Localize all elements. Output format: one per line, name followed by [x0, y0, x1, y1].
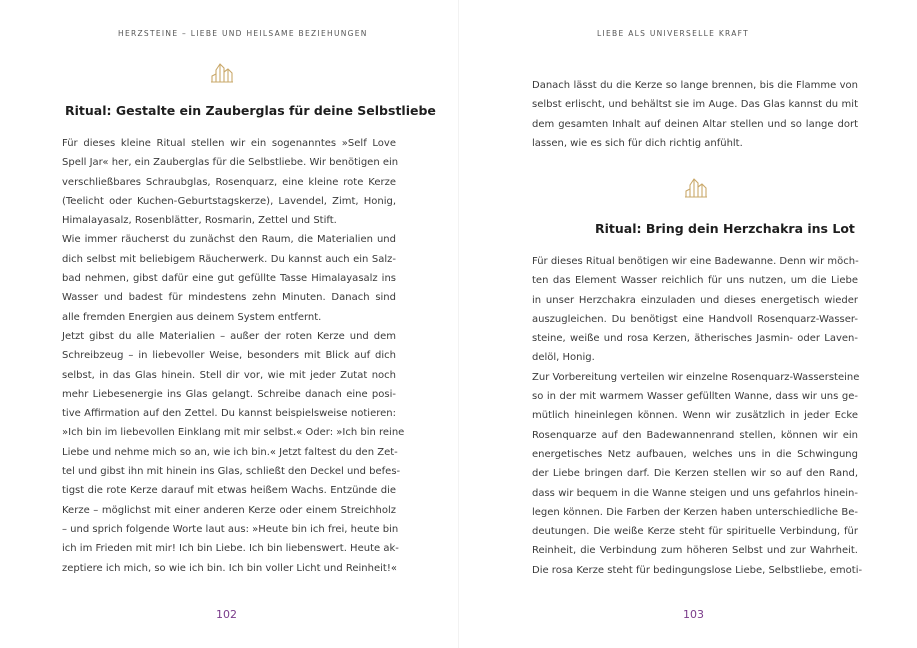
left-page	[0, 0, 458, 648]
ritual-heading-left: Ritual: Gestalte ein Zauberglas für deine Selbstliebe	[65, 103, 436, 118]
page-number-right: 103	[683, 608, 704, 621]
text-line: lassen, wie es sich für dich richtig anfühlt.	[532, 137, 743, 149]
text-line: Reinheit, die Verbindung zum höheren Selbst und zur Wahrheit.	[532, 545, 858, 557]
right-body-text	[532, 252, 863, 580]
text-line: ich im Frieden mit mir! Ich bin Liebe. Ich bin liebenswert. Heute ak-	[62, 543, 399, 555]
text-line: energetisches Netz aufbauen, welches uns in die Schwingung	[532, 448, 858, 460]
text-line: bad nehmen, gibst dafür eine gut gefüllte Tasse Himalayasalz ins	[62, 273, 396, 285]
crystal-icon	[207, 60, 237, 90]
text-line: Schreibzeug – in liebevoller Weise, besonders mit Blick auf dich	[62, 350, 396, 362]
left-body-text	[62, 134, 405, 578]
text-line: tigst die rote Kerze darauf mit etwas heißem Wachs. Entzünde die	[62, 485, 396, 497]
running-head-right: LIEBE ALS UNIVERSELLE KRAFT	[597, 29, 750, 38]
right-intro-text	[532, 76, 858, 153]
text-line: »Ich bin im liebevollen Einklang mit mir selbst.« Oder: »Ich bin reine	[62, 427, 405, 439]
text-line: selbst erlischt, und behältst sie im Auge. Das Glas kannst du mit	[532, 99, 858, 111]
text-line: mütlich hineinlegen können. Wenn wir zusätzlich in jeder Ecke	[532, 410, 858, 422]
text-line: so in der mit warmem Wasser gefüllten Wanne, dass wir uns ge-	[532, 391, 858, 403]
text-line: tive Affirmation auf den Zettel. Du kannst beispielsweise notieren:	[62, 408, 396, 420]
text-line: Die rosa Kerze steht für bedingungslose Liebe, Selbstliebe, emoti-	[532, 564, 863, 576]
text-line: Danach lässt du die Kerze so lange brennen, bis die Flamme von	[532, 80, 858, 91]
text-line: ten das Element Wasser reichlich für uns nutzen, um die Liebe	[532, 275, 858, 287]
text-line: (Teelicht oder Kuchen-Geburtstagskerze), Lavendel, Zimt, Honig,	[62, 195, 396, 207]
text-line: Für dieses kleine Ritual stellen wir ein sogenanntes »Self Love	[62, 138, 396, 149]
text-line: Für dieses Ritual benötigen wir eine Badewanne. Denn wir möch-	[532, 256, 859, 267]
text-line: dem gesamten Inhalt auf deinen Altar stellen und so lange dort	[532, 118, 858, 130]
text-line: Zur Vorbereitung verteilen wir einzelne Rosenquarz-Wassersteine	[532, 371, 860, 383]
text-line: selbst, in das Glas hinein. Stell dir vor, wie mit jeder Zutat noch	[62, 369, 396, 381]
ritual-heading-right: Ritual: Bring dein Herzchakra ins Lot	[595, 221, 855, 236]
text-line: verschließbares Schraubglas, Rosenquarz, eine kleine rote Kerze	[62, 176, 396, 188]
text-line: tel und gibst ihn mit hinein ins Glas, schließt den Deckel und befes-	[62, 466, 401, 478]
text-line: in unser Herzchakra einzuladen und dieses energetisch wieder	[532, 294, 858, 306]
text-line: mehr Liebesenergie ins Glas gelangt. Schreibe danach eine posi-	[62, 388, 396, 400]
text-line: steine, weiße und rosa Kerzen, ätherisches Jasmin- oder Laven-	[532, 333, 858, 345]
text-line: alle fremden Energien aus deinem System entfernt.	[62, 311, 322, 323]
text-line: der Liebe bringen darf. Die Kerzen stellen wir so auf den Rand,	[532, 468, 858, 480]
text-line: delöl, Honig.	[532, 352, 595, 364]
crystal-icon	[681, 175, 711, 205]
text-line: Wasser und badest für mindestens zehn Minuten. Danach sind	[62, 292, 396, 304]
text-line: dich selbst mit beliebigem Räucherwerk. Du kannst auch ein Salz-	[62, 253, 396, 265]
right-page	[459, 0, 917, 648]
text-line: Kerze – möglichst mit einer anderen Kerze oder einem Streichholz	[62, 504, 396, 516]
text-line: – und sprich folgende Worte laut aus: »Heute bin ich frei, heute bin	[62, 523, 399, 535]
running-head-left: HERZSTEINE – LIEBE UND HEILSAME BEZIEHUNGEN	[118, 29, 368, 38]
text-line: dass wir bequem in die Wanne steigen und uns gefahrlos hinein-	[532, 487, 858, 499]
text-line: auszugleichen. Du benötigst eine Handvoll Rosenquarz-Wasser-	[532, 313, 858, 325]
text-line: deutungen. Die weiße Kerze steht für spirituelle Verbindung, für	[532, 526, 858, 538]
text-line: Wie immer räucherst du zunächst den Raum, die Materialien und	[62, 234, 396, 246]
text-line: Rosenquarze auf den Badewannenrand stellen, können wir ein	[532, 429, 858, 441]
page-number-left: 102	[216, 608, 237, 621]
text-line: legen können. Die Farben der Kerzen haben unterschiedliche Be-	[532, 506, 858, 518]
text-line: Jetzt gibst du alle Materialien – außer der roten Kerze und dem	[62, 330, 396, 342]
text-line: zeptiere ich mich, so wie ich bin. Ich bin voller Licht und Reinheit!«	[62, 562, 397, 574]
text-line: Spell Jar« her, ein Zauberglas für die Selbstliebe. Wir benötigen ein	[62, 157, 399, 169]
text-line: Himalayasalz, Rosenblätter, Rosmarin, Zettel und Stift.	[62, 215, 337, 227]
text-line: Liebe und nehme mich so an, wie ich bin.« Jetzt faltest du den Zet-	[62, 446, 398, 458]
